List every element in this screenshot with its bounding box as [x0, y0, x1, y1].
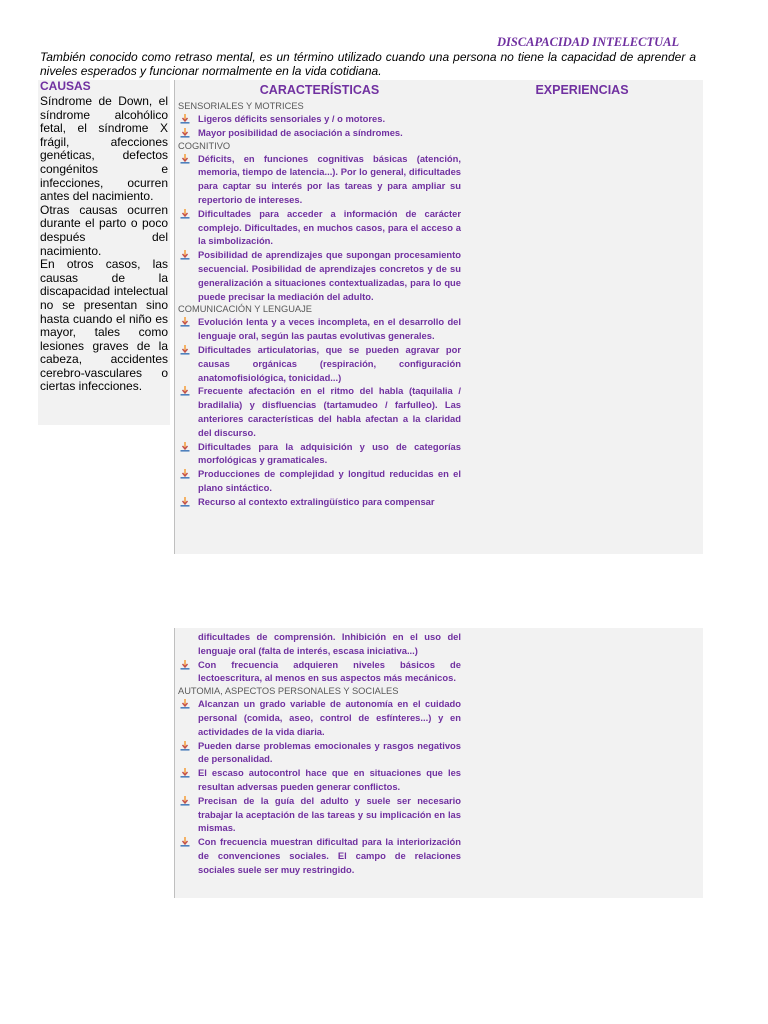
arrow-bullet-icon [180, 386, 190, 396]
arrow-bullet-icon [180, 768, 190, 778]
list-item-continuation: dificultades de comprensión. Inhibición en el uso del lenguaje oral (falta de interés, escasa iniciativa...) [198, 631, 461, 656]
causas-paragraph: Otras causas ocurren durante el parto o poco después del nacimiento. [40, 202, 168, 258]
arrow-bullet-icon [180, 128, 190, 138]
list-item: Dificultades articulatorias, que se pueden agravar por causas orgánicas (respiración, configuración anatomofisiológica, tonicidad...) [178, 343, 461, 384]
list-item: Precisan de la guía del adulto y suele ser necesario trabajar la aceptación de las tareas y su implicación en las mismas. [178, 794, 461, 835]
causas-paragraph: Síndrome de Down, el síndrome alcohólico fetal, el síndrome X frágil, afecciones genéticas, defectos congénitos e infecciones, ocurren antes del nacimiento. [40, 94, 168, 204]
list-item: El escaso autocontrol hace que en situaciones que les resultan adversas pueden generar conflictos. [178, 766, 461, 794]
arrow-bullet-icon [180, 209, 190, 219]
experiencias-header: EXPERIENCIAS [535, 83, 629, 97]
section-title-cognitivo: COGNITIVO [178, 140, 231, 151]
arrow-bullet-icon [180, 154, 190, 164]
causas-column [38, 80, 170, 425]
caracteristicas-header: CARACTERÍSTICAS [259, 83, 380, 97]
characteristics-table-part2 [174, 628, 703, 898]
section-title-sensoriales: SENSORIALES Y MOTRICES [178, 101, 304, 111]
caracteristicas-column [178, 80, 461, 509]
list-item: Alcanzan un grado variable de autonomía en el cuidado personal (comida, aseo, control de esfínteres...) y en actividades de la vida diaria. [178, 697, 461, 738]
experiencias-column [461, 80, 703, 554]
list-item: Recurso al contexto extralingüístico para compensar [178, 495, 461, 509]
arrow-bullet-icon [180, 345, 190, 355]
arrow-bullet-icon [180, 497, 190, 507]
causas-paragraph: En otros casos, las causas de la discapacidad intelectual no se presentan sino hasta cuando el niño es mayor, tales como lesiones graves de la cabeza, accidentes cerebro-vasculares o ciertas infecciones. [40, 257, 168, 394]
list-item: Déficits, en funciones cognitivas básicas (atención, memoria, tiempo de latencia...). Por lo general, dificultades para captar su interés por las tareas y para ampliar su repertorio de intereses. [178, 152, 461, 207]
list-item: Con frecuencia adquieren niveles básicos de lectoescritura, al menos en sus aspectos más mecánicos. [178, 658, 461, 686]
intro-paragraph: También conocido como retraso mental, es un término utilizado cuando una persona no tiene la capacidad de aprender a niveles esperados y funcionar normalmente en la vida cotidiana. [40, 50, 696, 78]
arrow-bullet-icon [180, 741, 190, 751]
arrow-bullet-icon [180, 837, 190, 847]
arrow-bullet-icon [180, 442, 190, 452]
list-item: Evolución lenta y a veces incompleta, en el desarrollo del lenguaje oral, según las pautas evolutivas generales. [178, 315, 461, 343]
list-item: Con frecuencia muestran dificultad para la interiorización de convenciones sociales. El campo de relaciones sociales suele ser muy restringido. [178, 835, 461, 876]
arrow-bullet-icon [180, 250, 190, 260]
arrow-bullet-icon [180, 114, 190, 124]
arrow-bullet-icon [180, 317, 190, 327]
list-item: Dificultades para acceder a información de carácter complejo. Dificultades, en muchos casos, para el acceso a la simbolización. [178, 207, 461, 248]
section-title-comunicacion: COMUNICACIÓN Y LENGUAJE [178, 304, 312, 315]
list-item: Pueden darse problemas emocionales y rasgos negativos de personalidad. [178, 739, 461, 767]
arrow-bullet-icon [180, 796, 190, 806]
caracteristicas-column-continued [178, 630, 461, 877]
list-item: Dificultades para la adquisición y uso de categorías morfológicas y gramaticales. [178, 440, 461, 468]
characteristics-table-part1 [174, 80, 703, 554]
list-item: Ligeros déficits sensoriales y / o motores. [178, 112, 461, 126]
causas-heading: CAUSAS [40, 79, 91, 93]
list-item: Producciones de complejidad y longitud reducidas en el plano sintáctico. [178, 467, 461, 495]
document-title: DISCAPACIDAD INTELECTUAL [497, 35, 680, 49]
list-item: Frecuente afectación en el ritmo del habla (taquilalia / bradilalia) y disfluencias (tartamudeo / farfulleo). Las anteriores características del habla afectan a la claridad del discurso. [178, 384, 461, 439]
arrow-bullet-icon [180, 469, 190, 479]
list-item: Mayor posibilidad de asociación a síndromes. [178, 126, 461, 140]
arrow-bullet-icon [180, 699, 190, 709]
causas-text [38, 93, 170, 394]
section-title-autonomia: AUTOMIA, ASPECTOS PERSONALES Y SOCIALES [178, 686, 399, 697]
list-item: Posibilidad de aprendizajes que supongan procesamiento secuencial. Posibilidad de aprendizajes concretos y de su generalización a situaciones contextualizadas, para lo que puede precisar la mediación del adulto. [178, 248, 461, 303]
arrow-bullet-icon [180, 660, 190, 670]
